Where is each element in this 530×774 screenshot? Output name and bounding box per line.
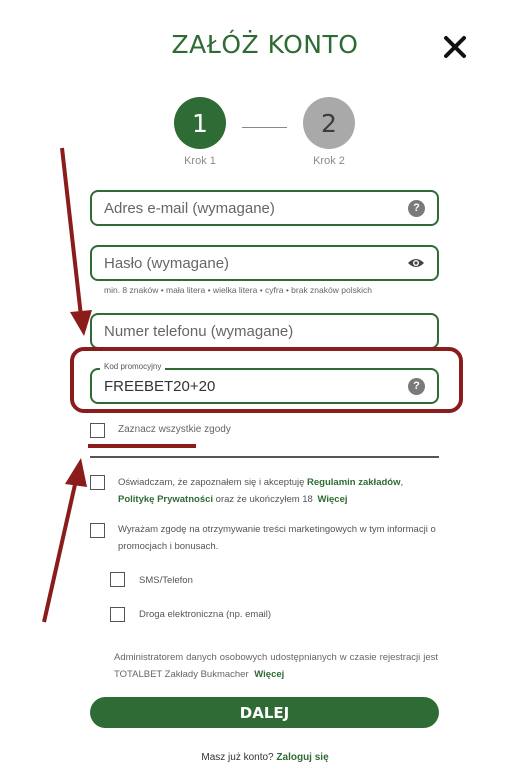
promo-code-field[interactable]	[90, 368, 439, 404]
promo-code-label: Kod promocyjny	[100, 362, 165, 371]
terms-text: Oświadczam, że zapoznałem się i akceptuję	[118, 477, 308, 488]
divider	[90, 456, 439, 458]
terms-checkbox[interactable]	[90, 475, 105, 490]
terms-more-link[interactable]: Więcej	[317, 494, 348, 505]
login-prompt	[0, 752, 530, 763]
password-field[interactable]	[90, 245, 439, 281]
promo-code-input[interactable]	[104, 378, 408, 395]
select-all-label[interactable]: Zaznacz wszystkie zgody	[118, 424, 231, 435]
have-account-text: Masz już konto?	[201, 752, 274, 763]
next-button[interactable]: DALEJ	[90, 697, 439, 728]
help-icon[interactable]: ?	[408, 200, 425, 217]
phone-field[interactable]	[90, 313, 439, 349]
help-icon[interactable]: ?	[408, 378, 425, 395]
step-2-indicator: 2	[303, 97, 355, 149]
close-icon[interactable]	[440, 32, 470, 62]
step-1-label: Krok 1	[184, 155, 216, 167]
email-consent-label: Droga elektroniczna (np. email)	[139, 609, 272, 620]
login-link[interactable]: Zaloguj się	[276, 752, 329, 763]
phone-input[interactable]	[104, 323, 425, 340]
terms-consent-text	[118, 474, 438, 508]
data-admin-info	[114, 649, 438, 683]
admin-text: Administratorem danych osobowych udostępnianych w czasie rejestracji jest TOTALBET Zakłady Bukmacher	[114, 652, 438, 680]
page-title: ZAŁÓŻ KONTO	[171, 30, 359, 59]
marketing-consent-text: Wyrażam zgodę na otrzymywanie treści marketingowych w tym informacji o promocjach i bonusach.	[118, 524, 436, 552]
sms-label: SMS/Telefon	[139, 575, 193, 586]
eye-icon[interactable]	[407, 257, 425, 269]
email-input[interactable]	[104, 200, 408, 217]
step-2-label: Krok 2	[313, 155, 345, 167]
email-consent-checkbox[interactable]	[110, 607, 125, 622]
step-1-indicator: 1	[174, 97, 226, 149]
age-text: oraz że ukończyłem 18	[213, 494, 316, 505]
sms-checkbox[interactable]	[110, 572, 125, 587]
step-connector	[242, 127, 287, 128]
annotation-underline	[88, 444, 196, 448]
privacy-policy-link[interactable]: Politykę Prywatności	[118, 494, 214, 505]
terms-link[interactable]: Regulamin zakładów	[307, 477, 401, 488]
marketing-checkbox[interactable]	[90, 523, 105, 538]
password-hint: min. 8 znaków • mała litera • wielka litera • cyfra • brak znaków polskich	[104, 285, 372, 295]
email-field[interactable]	[90, 190, 439, 226]
admin-more-link[interactable]: Więcej	[254, 669, 285, 680]
terms-separator: ,	[400, 477, 404, 488]
select-all-checkbox[interactable]	[90, 423, 105, 438]
password-input[interactable]	[104, 255, 407, 272]
